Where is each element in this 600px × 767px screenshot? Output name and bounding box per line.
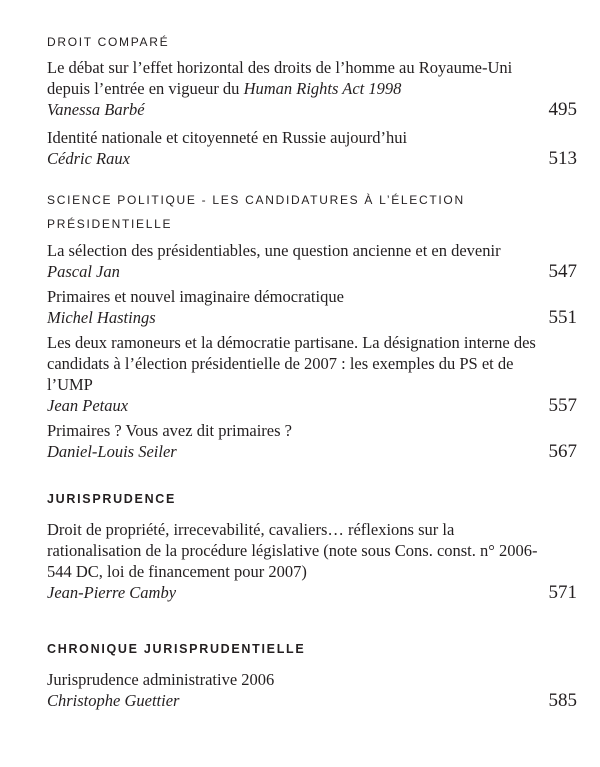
entry-author: Daniel-Louis Seiler	[47, 442, 177, 461]
entry-title: La sélection des présidentiables, une question ancienne et en devenir	[47, 241, 501, 260]
entry-author: Jean Petaux	[47, 396, 129, 415]
entry-page-number: 557	[548, 395, 577, 416]
toc-entry[interactable]	[47, 240, 577, 282]
toc-entry[interactable]	[47, 127, 577, 169]
entry-title: Les deux ramoneurs et la démocratie partisane. La désignation interne des candidats à l’élection présidentielle de 2007 : les exemples du PS et de l’UMP	[47, 333, 536, 394]
toc-entry[interactable]	[47, 332, 577, 416]
entry-title: Identité nationale et citoyenneté en Russie aujourd’hui	[47, 128, 408, 147]
entry-author: Jean-Pierre Camby	[47, 583, 177, 602]
entry-author: Michel Hastings	[47, 308, 156, 327]
section-jurisprudence	[47, 487, 577, 603]
section-title: CHRONIQUE JURISPRUDENTIELLE	[47, 642, 306, 656]
entry-title: Jurisprudence administrative 2006	[47, 670, 275, 689]
entry-title: Droit de propriété, irrecevabilité, cavaliers… réflexions sur la rationalisation de la procédure législative (note sous Cons. const. n° 2006-544 DC, loi de financement pour 2007)	[47, 520, 538, 581]
toc-entry[interactable]	[47, 519, 577, 603]
entry-page-number: 585	[548, 690, 577, 711]
section-title: SCIENCE POLITIQUE - LES CANDIDATURES À L’ÉLECTION PRÉSIDENTIELLE	[47, 193, 465, 231]
toc-entry[interactable]	[47, 57, 577, 120]
toc-entry[interactable]	[47, 420, 577, 462]
section-title: DROIT COMPARÉ	[47, 35, 170, 49]
entry-author: Pascal Jan	[47, 262, 120, 281]
entry-title: Primaires ? Vous avez dit primaires ?	[47, 421, 292, 440]
entry-page-number: 551	[548, 307, 577, 328]
entry-title: Primaires et nouvel imaginaire démocratique	[47, 287, 344, 306]
section-science-politique	[47, 188, 577, 462]
section-title: JURISPRUDENCE	[47, 492, 177, 506]
entry-title: Le débat sur l’effet horizontal des droits de l’homme au Royaume-Uni depuis l’entrée en vigueur du Human Rights Act 1998	[47, 58, 513, 98]
entry-author: Cédric Raux	[47, 149, 130, 168]
toc-entry[interactable]	[47, 669, 577, 711]
toc-entry[interactable]	[47, 286, 577, 328]
entry-author: Vanessa Barbé	[47, 100, 145, 119]
section-chronique-jurisprudentielle	[47, 637, 577, 711]
entry-author: Christophe Guettier	[47, 691, 180, 710]
entry-page-number: 571	[548, 582, 577, 603]
entry-page-number: 513	[548, 148, 577, 169]
table-of-contents	[47, 0, 577, 767]
entry-page-number: 495	[548, 99, 577, 120]
section-droit-compare	[47, 30, 577, 169]
entry-page-number: 547	[548, 261, 577, 282]
entry-page-number: 567	[548, 441, 577, 462]
